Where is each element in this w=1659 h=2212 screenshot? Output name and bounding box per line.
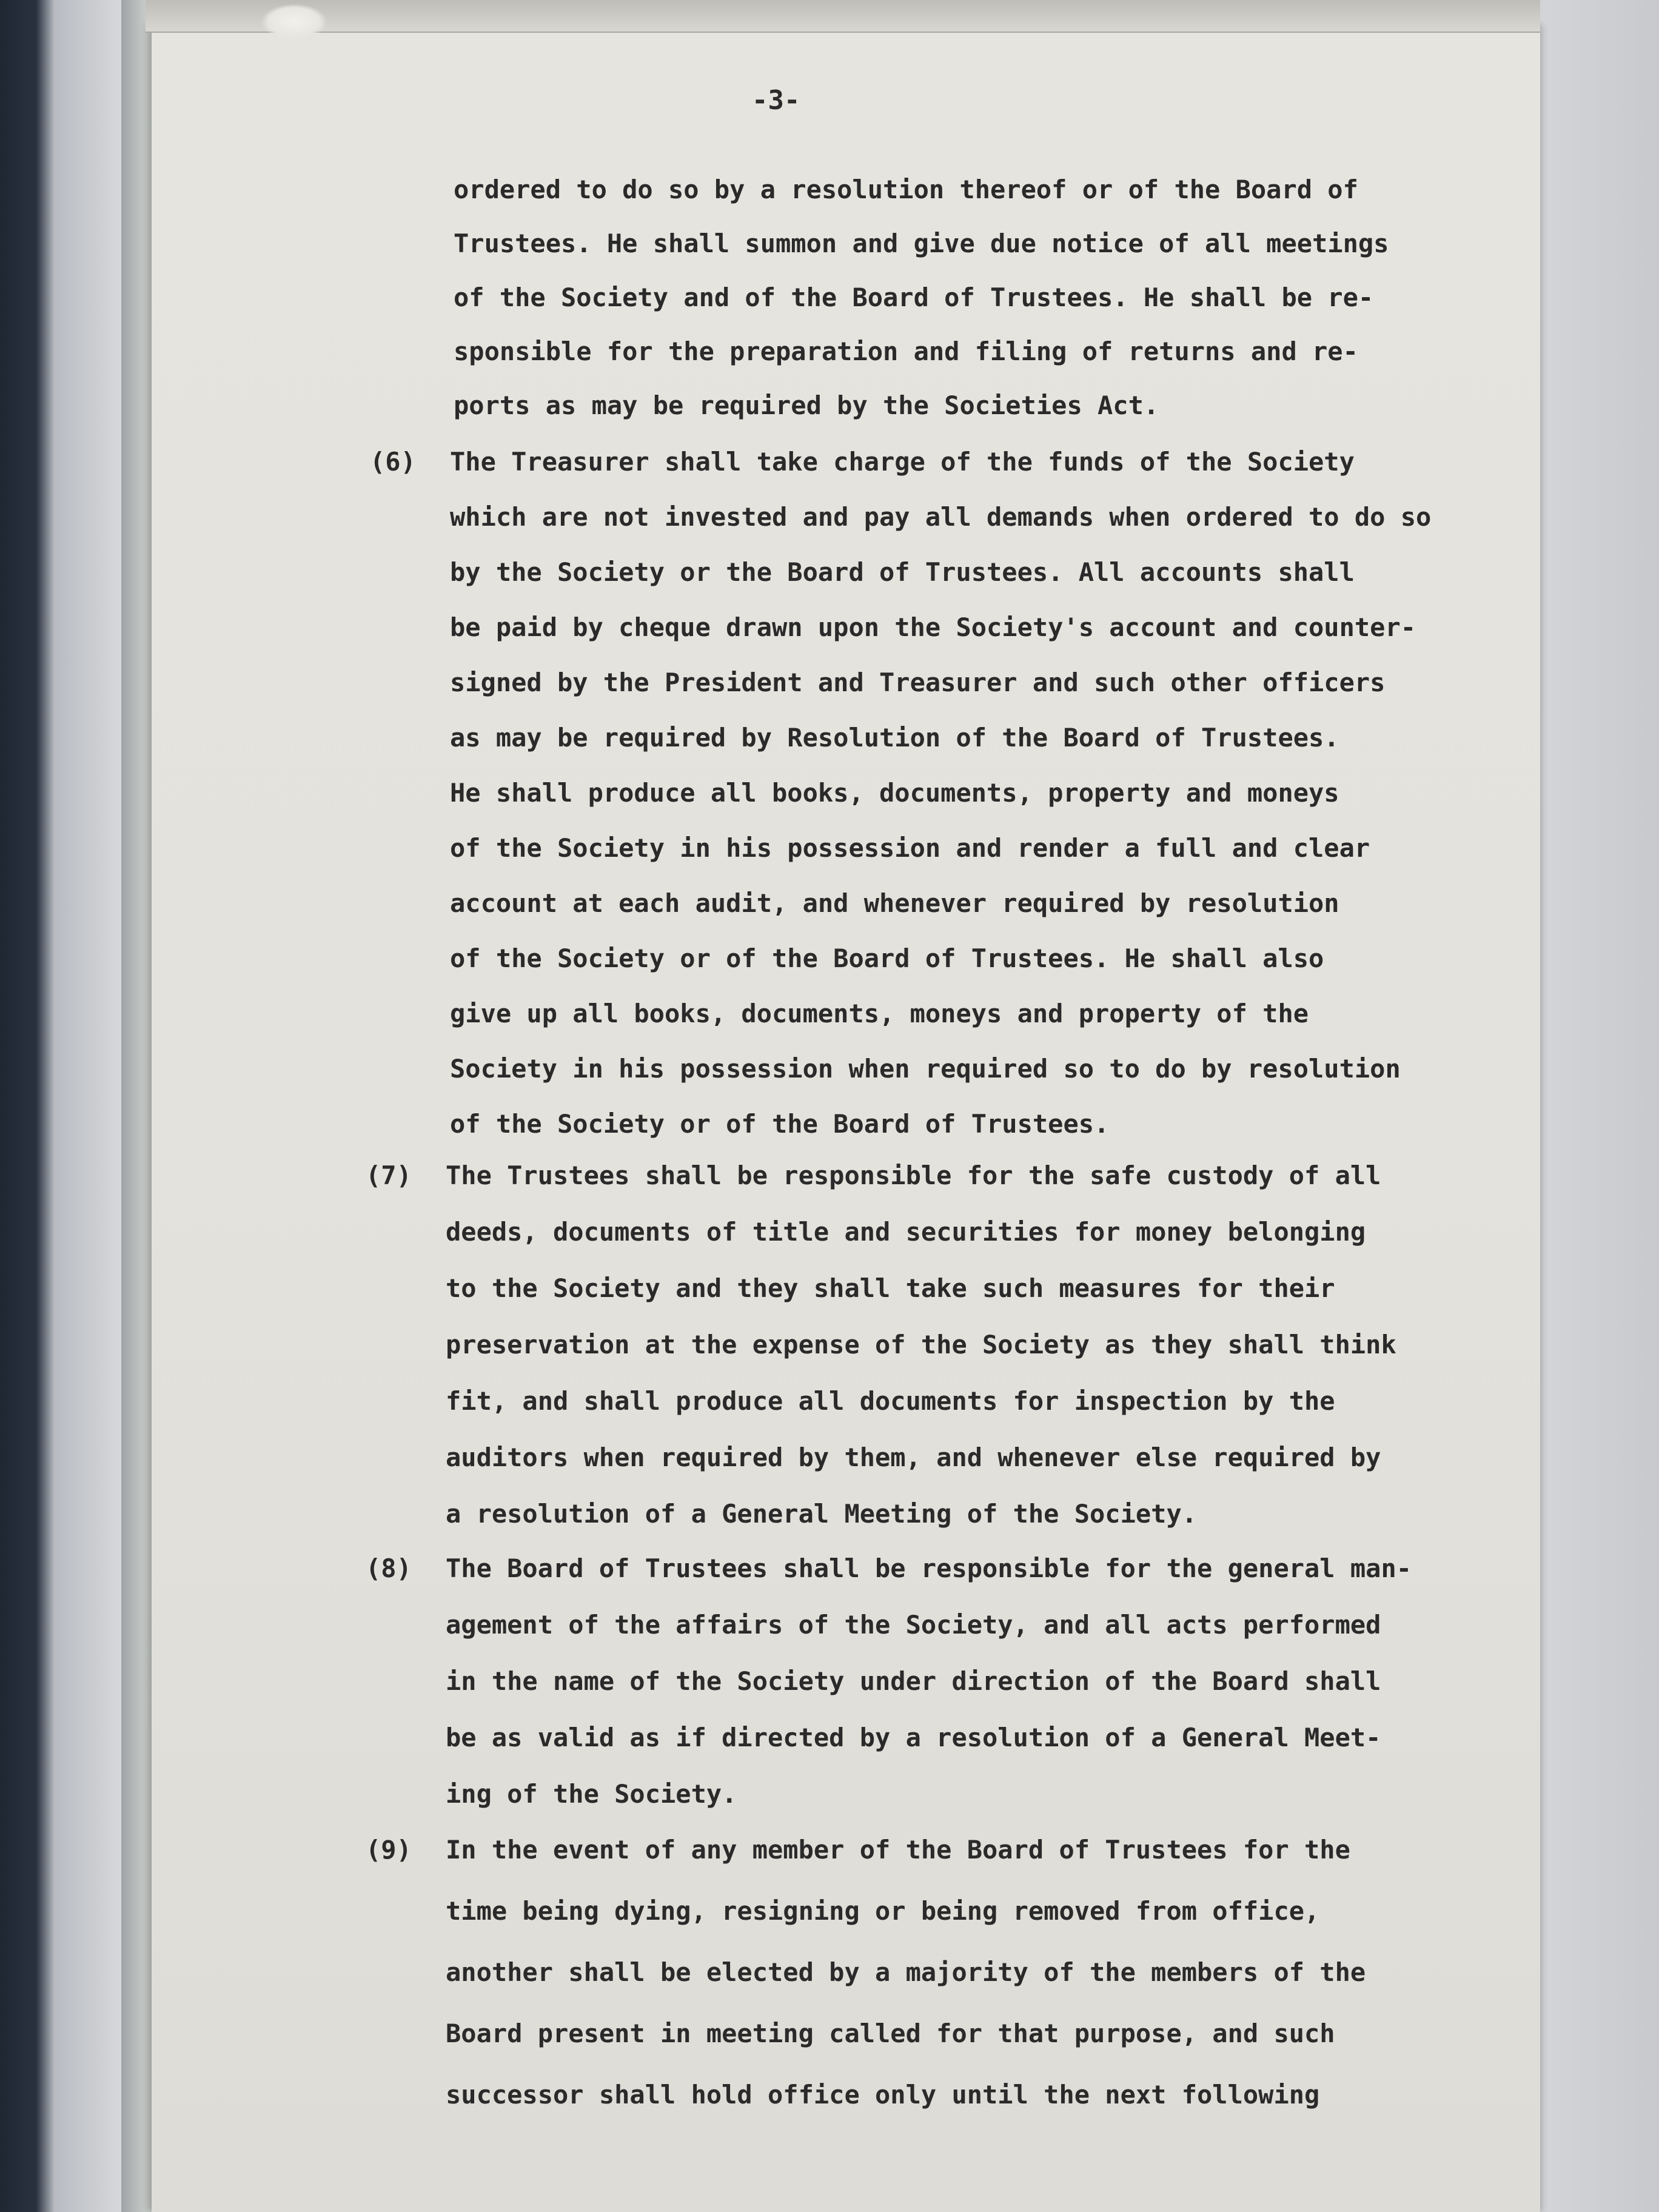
text-line: in the name of the Society under direction of the Board shall bbox=[446, 1666, 1381, 1696]
text-line: ordered to do so by a resolution thereof or of the Board of bbox=[454, 175, 1358, 204]
text-line: ports as may be required by the Societies Act. bbox=[454, 390, 1159, 420]
section-9 bbox=[366, 1835, 1366, 2110]
text-line: of the Society in his possession and render a full and clear bbox=[450, 833, 1370, 863]
text-line: He shall produce all books, documents, property and moneys bbox=[450, 778, 1339, 808]
section-marker: (6) bbox=[370, 447, 416, 477]
section-7 bbox=[366, 1161, 1396, 1529]
text-line: of the Society and of the Board of Trustees. He shall be re- bbox=[454, 283, 1374, 312]
text-line: preservation at the expense of the Society as they shall think bbox=[446, 1330, 1396, 1359]
text-line: of the Society or of the Board of Trustees. He shall also bbox=[450, 943, 1324, 973]
text-line: auditors when required by them, and whenever else required by bbox=[446, 1443, 1381, 1472]
text-line: fit, and shall produce all documents for inspection by the bbox=[446, 1386, 1335, 1416]
text-line: Trustees. He shall summon and give due notice of all meetings bbox=[454, 229, 1389, 258]
text-line: sponsible for the preparation and filing of returns and re- bbox=[454, 337, 1358, 366]
section-6 bbox=[370, 447, 1432, 1139]
text-line: The Treasurer shall take charge of the funds of the Society bbox=[450, 447, 1355, 477]
page-number: -3- bbox=[752, 85, 800, 116]
text-line: deeds, documents of title and securities for money belonging bbox=[446, 1217, 1366, 1247]
text-line: time being dying, resigning or being removed from office, bbox=[446, 1896, 1320, 1926]
text-line: another shall be elected by a majority of the members of the bbox=[446, 1957, 1366, 1987]
text-line: Board present in meeting called for that purpose, and such bbox=[446, 2019, 1335, 2048]
text-line: as may be required by Resolution of the Board of Trustees. bbox=[450, 723, 1339, 752]
text-line: be paid by cheque drawn upon the Society's account and counter- bbox=[450, 612, 1416, 642]
section-8 bbox=[366, 1553, 1412, 1809]
section-marker: (8) bbox=[366, 1553, 412, 1583]
text-line: The Trustees shall be responsible for the safe custody of all bbox=[446, 1161, 1381, 1190]
text-line: which are not invested and pay all demands when ordered to do so bbox=[450, 502, 1432, 532]
text-line: account at each audit, and whenever required by resolution bbox=[450, 888, 1339, 918]
section-marker: (9) bbox=[366, 1835, 412, 1865]
section-marker: (7) bbox=[366, 1161, 412, 1190]
text-line: agement of the affairs of the Society, and all acts performed bbox=[446, 1610, 1381, 1640]
text-line: successor shall hold office only until the next following bbox=[446, 2080, 1320, 2110]
text-line: signed by the President and Treasurer and such other officers bbox=[450, 668, 1386, 697]
text-line: give up all books, documents, moneys and property of the bbox=[450, 999, 1309, 1028]
text-line: by the Society or the Board of Trustees. All accounts shall bbox=[450, 557, 1355, 587]
text-line: In the event of any member of the Board of Trustees for the bbox=[446, 1835, 1350, 1865]
staple-tear bbox=[261, 4, 327, 40]
top-fold bbox=[146, 0, 1540, 33]
text-line: a resolution of a General Meeting of the Society. bbox=[446, 1499, 1198, 1529]
text-line: The Board of Trustees shall be responsible for the general man- bbox=[446, 1553, 1412, 1583]
text-line: of the Society or of the Board of Trustees. bbox=[450, 1109, 1110, 1139]
text-line: Society in his possession when required so to do by resolution bbox=[450, 1054, 1401, 1084]
text-line: to the Society and they shall take such measures for their bbox=[446, 1273, 1335, 1303]
text-line: ing of the Society. bbox=[446, 1779, 737, 1809]
intro-paragraph bbox=[454, 177, 1389, 418]
text-line: be as valid as if directed by a resolution of a General Meet- bbox=[446, 1723, 1381, 1752]
